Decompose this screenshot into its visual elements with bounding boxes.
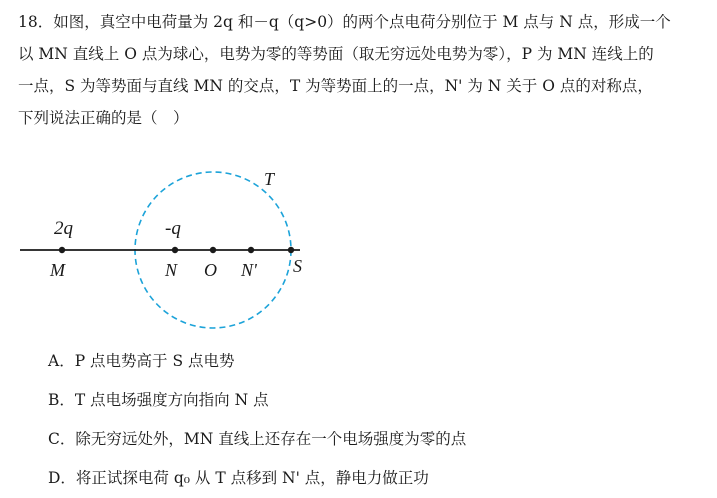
- point-s-label: S: [293, 256, 302, 276]
- charge-n-label: -q: [165, 218, 181, 239]
- option-b[interactable]: B．T 点电场强度方向指向 N 点: [48, 391, 269, 409]
- point-s-dot: [288, 247, 294, 253]
- point-n-prime-dot: [248, 247, 254, 253]
- point-m-dot: [59, 247, 65, 253]
- stem-line-2: 以 MN 直线上 O 点为球心，电势为零的等势面（取无穷远处电势为零），P 为 MN 连线上的: [18, 45, 654, 63]
- answer-options: [48, 342, 698, 498]
- stem-line-1: 18．如图，真空中电荷量为 2q 和－q（q>0）的两个点电荷分别位于 M 点与 N 点，形成一个: [18, 13, 671, 31]
- option-d[interactable]: D．将正试探电荷 q₀ 从 T 点移到 N' 点，静电力做正功: [48, 469, 429, 487]
- point-t-label: T: [264, 169, 275, 189]
- physics-diagram: [0, 160, 340, 340]
- point-o-dot: [210, 247, 216, 253]
- point-m-label: M: [50, 260, 65, 280]
- point-n-dot: [172, 247, 178, 253]
- question-stem: [18, 6, 708, 134]
- point-n-prime-label: N': [241, 260, 257, 280]
- point-o-label: O: [204, 260, 217, 280]
- stem-line-3: 一点，S 为等势面与直线 MN 的交点，T 为等势面上的一点，N' 为 N 关于 O 点的对称点，: [18, 77, 653, 95]
- charge-m-label: 2q: [54, 218, 73, 239]
- option-a[interactable]: A．P 点电势高于 S 点电势: [48, 352, 235, 370]
- point-n-label: N: [165, 260, 178, 280]
- option-c[interactable]: C．除无穷远处外，MN 直线上还存在一个电场强度为零的点: [48, 430, 467, 448]
- stem-line-4: 下列说法正确的是（ ）: [18, 109, 189, 127]
